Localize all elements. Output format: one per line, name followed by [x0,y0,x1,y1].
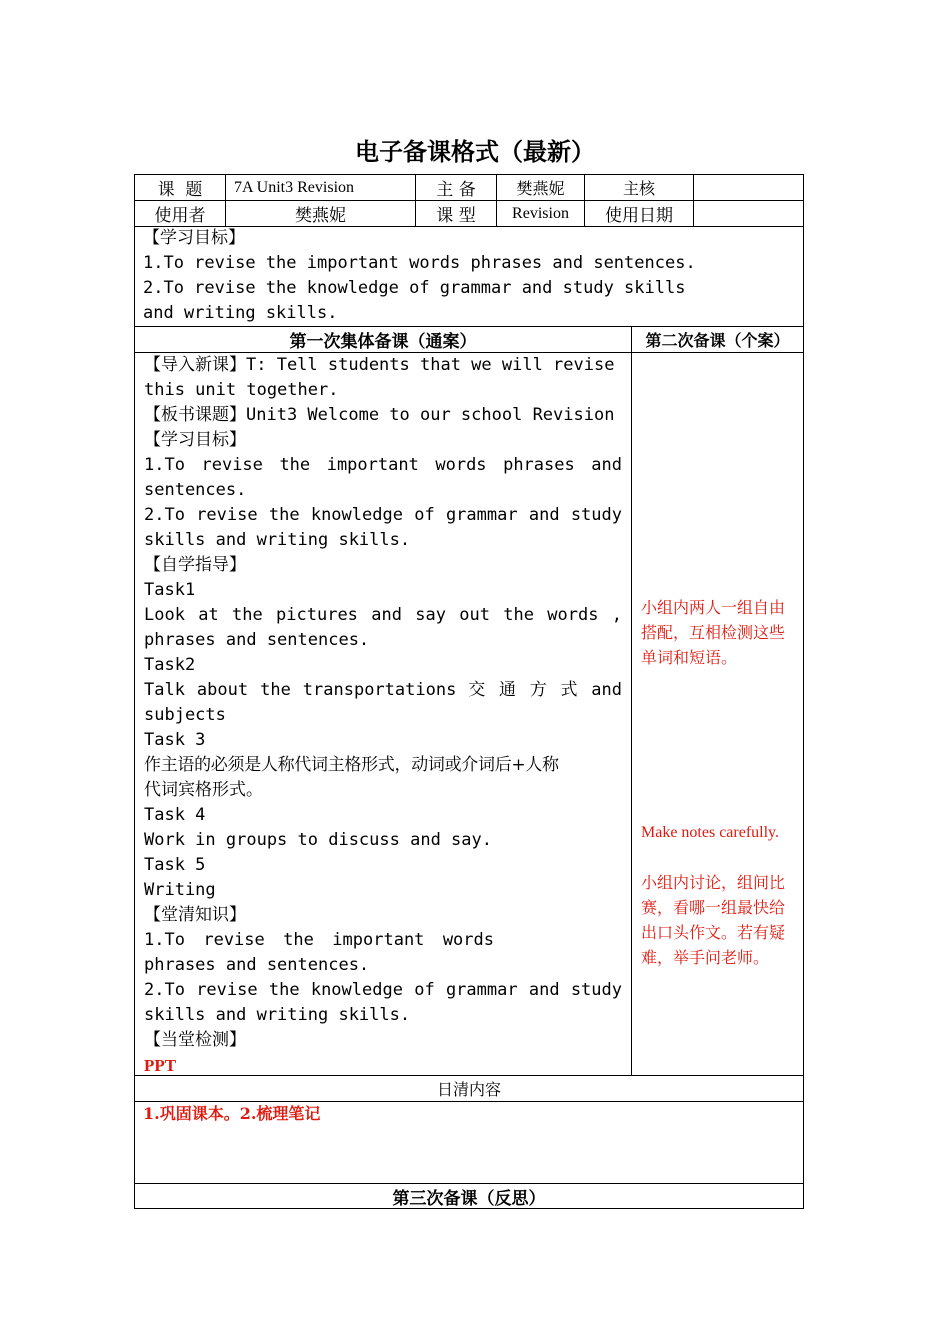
lesson-line: sentences. [144,480,247,500]
section-heading: 【学习目标】 [144,430,246,450]
lesson-line: 2.To revise the knowledge of grammar and study [144,980,622,1000]
note-line: 赛，看哪一组最快给 [641,898,786,917]
second-prep-header: 第二次备课（个案） [645,331,790,350]
section-heading: 【自学指导】 [144,555,246,575]
lesson-line: Work in groups to discuss and say. [144,830,492,850]
lesson-line: 1.To revise the important words phrases and [144,455,622,475]
lesson-line: Writing [144,880,216,900]
topic-value: 7A Unit3 Revision [234,178,355,196]
lesson-content [144,353,622,1078]
lesson-line: subjects [144,705,226,725]
task-label: Task 5 [144,855,206,875]
task-label: Task2 [144,655,196,675]
lesson-line: phrases and sentences. [144,955,370,975]
daily-content: 1.巩固课本。2.梳理笔记 [143,1104,321,1123]
reviewer-value [694,175,803,200]
note-line: Make notes carefully. [641,824,780,841]
third-prep-header: 第三次备课（反思） [392,1189,546,1209]
lesson-line: Unit3 Welcome to our school Revision [246,405,615,425]
daily-content-header: 日清内容 [436,1080,501,1099]
topic-label: 课 题 [157,180,203,200]
reviewer-label: 主核 [622,179,655,198]
lesson-line: this unit together. [144,380,339,400]
lesson-line: 作主语的必须是人称代词主格形式，动词或介词后+人称 [144,755,559,775]
lesson-line: 代词宾格形式。 [144,780,263,800]
lesson-line: skills and writing skills. [144,530,411,550]
user-label: 使用者 [154,206,206,226]
task-label: Task 4 [144,805,206,825]
note-group-discussion [641,870,799,970]
objective-line: 2.To revise the knowledge of grammar and study skills [143,278,686,298]
section-heading: 【当堂检测】 [144,1030,246,1050]
section-heading: 【堂清知识】 [144,905,246,925]
objectives-heading: 【学习目标】 [143,228,245,248]
objectives-block [143,226,696,326]
section-heading: 【板书课题】 [144,405,246,425]
note-line: 小组内两人一组自由 [641,598,786,617]
preparer-label: 主 备 [436,180,476,200]
lesson-line: Look at the pictures and say out the words , [144,605,622,625]
note-line: 难，举手问老师。 [641,948,770,967]
lesson-line: phrases and sentences. [144,630,370,650]
task-label: Task1 [144,580,196,600]
lesson-line: T: Tell students that we will revise [246,355,615,375]
section-heading: 【导入新课】 [144,355,246,375]
type-value: Revision [512,204,569,222]
lesson-line: skills and writing skills. [144,1005,411,1025]
lesson-line: 1.To revise the important words [144,930,494,950]
note-line: 出口头作文。若有疑 [641,923,786,942]
date-label: 使用日期 [605,206,673,226]
date-value [694,201,803,226]
objective-line: 1.To revise the important words phrases and sentences. [143,253,696,273]
task-label: Task 3 [144,730,206,750]
note-line: 搭配，互相检测这些 [641,623,786,642]
page-title: 电子备课格式（最新） [355,137,595,166]
objective-line: and writing skills. [143,303,338,323]
note-pair-check [641,595,799,670]
user-value: 樊燕妮 [295,206,346,226]
preparer-value: 樊燕妮 [516,179,565,198]
note-line: 小组内讨论，组间比 [641,873,786,892]
type-label: 课 型 [436,206,476,226]
col-divider [631,326,632,1075]
first-prep-header: 第一次集体备课（通案） [289,332,477,352]
lesson-line: 2.To revise the knowledge of grammar and study [144,505,622,525]
lesson-line: Talk about the transportations 交 通 方 式 and [144,680,622,700]
ppt-label: PPT [144,1056,177,1075]
note-make-notes [641,820,799,845]
note-line: 单词和短语。 [641,648,738,667]
